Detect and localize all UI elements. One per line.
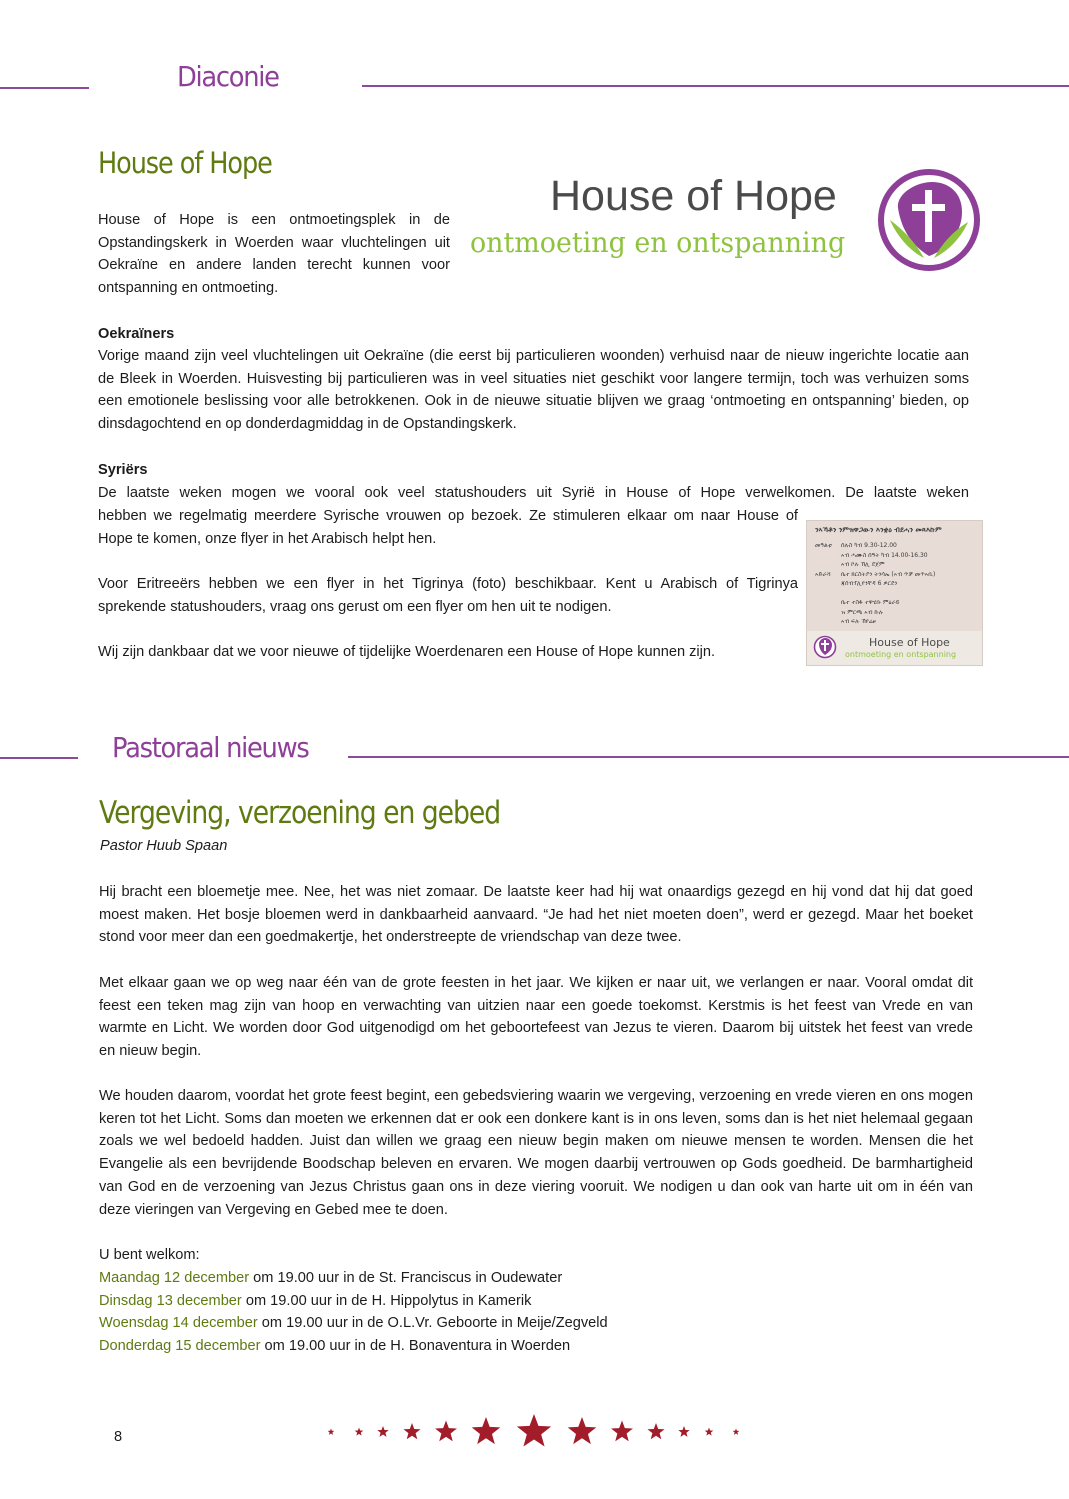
eritreeers-paragraph: Voor Eritreeërs hebben we een flyer in het Tigrinya (foto) beschikbaar. Kent u Arabisch of Tigrinya sprekende statushouders, vraag ons gerust om een flyer om hen uit te nodigen. — [98, 576, 798, 615]
star-icon — [328, 1429, 335, 1435]
flyer-logo-name: House of Hope — [869, 636, 950, 649]
schedule-detail: om 19.00 uur in de H. Hippolytus in Kamerik — [241, 1292, 532, 1309]
schedule-item — [99, 1335, 973, 1358]
house-of-hope-logo — [468, 166, 988, 276]
star-icon — [472, 1417, 501, 1444]
star-icon — [678, 1426, 689, 1437]
star-icon — [611, 1421, 633, 1442]
flyer-logo-strip — [807, 631, 982, 665]
star-icon — [647, 1423, 664, 1439]
pastoraal-paragraph-1: Hij bracht een bloemetje mee. Nee, het was niet zomaar. De laatste keer had hij wat onaardigs gezegd en hij vond dat hij dat goed moest maken. Het bosje bloemen werd in dankbaarheid aanvaard. “Je had het niet moeten doen”, werd er gezegd. Maar het boeket stond voor meer dan een goedmakertje, het onderstreepte de vriendschap van deze twee. — [99, 884, 973, 946]
schedule-item — [99, 1290, 973, 1313]
section-title-diaconie: Diaconie — [177, 60, 279, 93]
star-icon — [705, 1428, 714, 1436]
pastoraal-paragraph-3: We houden daarom, voordat het grote feest begint, een gebedsviering waarin we vergeving, verzoening en vrede vieren en ons mogen keren tot het Licht. Soms dan moeten we erkennen dat er ook een donkere kant is in ons leven, soms dan is het niet helemaal gegaan zoals we wel bedoeld hadden. Juist dan willen we graag een nieuw begin maken om nieuwe mensen te worden. Mensen die het Evangelie als een bevrijdende Boodschap beleven en ervaren. We mogen daarbij vertrouwen op Gods goedheid. De barmhartigheid van God en de verzoening van Jezus Christus gaan ons in deze viering vooruit. We nodigen u dan ook van harte uit om in één van deze vieringen van Vergeving en Gebed mee te doen. — [99, 1088, 973, 1218]
pastoraal-paragraph-2: Met elkaar gaan we op weg naar één van de grote feesten in het jaar. We kijken er naar uit, we verlangen er naar. Vooral omdat dit feest een teken mag zijn van hoop en verwachting van uitzien naar een goede toekomst. Kerstmis is het feest van Vrede en van warmte en Licht. We worden door God uitgenodigd om het geboortefeest van Jezus te vieren. Daarom bij uitstek het feest van vrede en nieuw begin. — [99, 975, 973, 1060]
star-ornament-stars — [328, 1414, 740, 1447]
article-title-house-of-hope: House of Hope — [98, 146, 272, 180]
welcome-label: U bent welkom: — [99, 1247, 200, 1263]
flyer-row: ኣድራሻ ቤተ ክርስትያን ትንሳኤ (ኣብ ጥቓ መጥኣቢ) — [815, 570, 936, 578]
flyer-row: መዓልቲ ሰሉስ ካብ 9.30-12.00 — [815, 542, 897, 549]
section-rule-right — [362, 85, 1069, 87]
dove-cross-icon — [876, 168, 982, 272]
logo-name: House of Hope — [550, 172, 837, 220]
schedule-detail: om 19.00 uur in de St. Franciscus in Oudewater — [249, 1270, 563, 1286]
flyer-row: ኣብ ፍሉ ኸየሬፀ — [841, 618, 876, 625]
page-number: 8 — [114, 1429, 123, 1445]
schedule-list — [99, 1267, 973, 1358]
star-icon — [733, 1429, 740, 1435]
oekrainers-paragraph: Vorige maand zijn veel vluchtelingen uit Oekraïne (die eerst bij particulieren woonden) verhuisd naar de nieuw ingerichte locatie aan de Bleek in Woerden. Huisvesting bij particulieren was in veel situaties niet geschikt voor langere termijn, toch was verhuizen soms een emotionele beslissing voor alle betrokkenen. Ook in de nieuwe situatie blijven we graag ‘ontmoeting en ontspanning’ bieden, op dinsdagochtend en op donderdagmiddag in de Opstandingskerk. — [98, 348, 969, 433]
schedule-day: Dinsdag 13 december — [99, 1292, 242, 1309]
intro-paragraph: House of Hope is een ontmoetingsplek in de Opstandingskerk in Woerden waar vluchtelingen uit Oekraïne en andere landen terecht kunnen voor ontspanning en ontmoeting. — [98, 212, 450, 297]
flyer-row — [815, 589, 980, 599]
schedule-day: Woensdag 14 december — [99, 1315, 258, 1332]
section-title-pastoraal: Pastoraal nieuws — [112, 731, 309, 764]
dove-cross-icon — [813, 635, 837, 659]
schedule-day: Maandag 12 december — [99, 1270, 250, 1286]
star-icon — [377, 1426, 388, 1437]
section-rule-right — [348, 756, 1069, 758]
star-icon — [435, 1421, 457, 1442]
schedule-item — [99, 1267, 973, 1290]
flyer-logo-tagline: ontmoeting en ontspanning — [845, 650, 957, 659]
flyer-row: ኣብ ኮሉ ኸሊ ደጀም — [841, 561, 885, 568]
star-icon — [517, 1414, 551, 1447]
schedule-item — [99, 1312, 973, 1335]
syriers-heading: Syriërs — [98, 462, 148, 478]
schedule-day: Donderdag 15 december — [99, 1338, 261, 1355]
star-icon — [568, 1417, 597, 1444]
article-title-vergeving: Vergeving, verzoening en gebed — [99, 795, 501, 831]
flyer-row: ዝ ምርጫ ኣብ ኩሉ — [841, 608, 884, 616]
flyer-row: ኣብ ሓሙስ ሰዓት ካብ 14.00-16.30 — [841, 551, 928, 559]
section-rule-left — [0, 87, 89, 89]
star-icon — [403, 1423, 420, 1439]
author: Pastor Huub Spaan — [100, 838, 228, 854]
flyer-heading: ንኣኻቶን ንምዝዋጋውን እንቋዕ ብደሓን መጻእኩም — [815, 526, 942, 534]
flyer-rows — [815, 541, 980, 627]
schedule-detail: om 19.00 uur in de O.L.Vr. Geboorte in Meije/Zegveld — [257, 1315, 608, 1332]
thanks-paragraph: Wij zijn dankbaar dat we voor nieuwe of tijdelijke Woerdenaren een House of Hope kunnen zijn. — [98, 644, 716, 660]
star-icon — [355, 1428, 364, 1436]
flyer-row: ቤተ ተስፋ ተዋሂቡ ምዕራይ — [841, 599, 900, 606]
flyer-row: ጃሰብፕሊየንቸዳ 6 ዎርደን — [841, 580, 898, 587]
section-rule-left — [0, 757, 78, 759]
logo-tagline: ontmoeting en ontspanning — [470, 226, 846, 259]
star-ornament — [320, 1408, 750, 1456]
syriers-paragraph-line1: De laatste weken mogen we vooral ook veel statushouders uit Syrië in House of Hope verwelkomen. De laatste weken — [98, 485, 969, 501]
oekrainers-heading: Oekraïners — [98, 326, 175, 342]
tigrinya-flyer-photo — [806, 520, 983, 666]
syriers-paragraph-rest: hebben we regelmatig meerdere Syrische vrouwen op bezoek. Ze stimuleren elkaar om naar House of Hope te komen, onze flyer in het Arabisch helpt hen. — [98, 508, 798, 547]
schedule-detail: om 19.00 uur in de H. Bonaventura in Woerden — [260, 1338, 571, 1355]
